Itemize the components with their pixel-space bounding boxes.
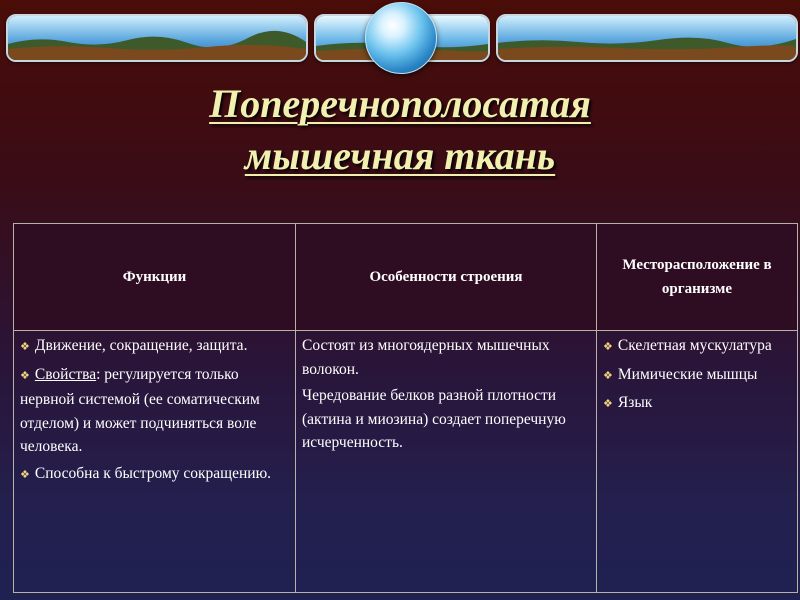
cell-functions xyxy=(14,331,296,593)
globe-orb xyxy=(365,2,437,74)
structure-text: Состоят из многоядерных мышечных волокон. xyxy=(302,337,550,378)
cell-structure xyxy=(296,331,597,593)
list-item: ❖ Свойства: регулируется только нервной системой (ее соматическим отделом) и может подчиняться воле человека. xyxy=(20,365,260,455)
list-item: ❖ Скелетная мускулатура xyxy=(603,337,772,354)
structure-text: Чередование белков разной плотности (актина и миозина) создает поперечную исчерченность. xyxy=(302,387,566,451)
properties-label: Свойства xyxy=(34,365,97,383)
header-structure: Особенности строения xyxy=(296,224,597,331)
diamond-bullet-icon: ❖ xyxy=(20,468,30,481)
page-title xyxy=(0,78,800,182)
header-location: Месторасположение в организме xyxy=(597,224,798,331)
list-item: ❖ Язык xyxy=(603,394,653,411)
table-header-row xyxy=(14,224,798,331)
list-item: ❖ Способна к быстрому сокращению. xyxy=(20,464,272,482)
diamond-bullet-icon: ❖ xyxy=(603,398,613,410)
content-table xyxy=(13,223,798,593)
title-line-2: мышечная ткань xyxy=(244,133,556,178)
diamond-bullet-icon: ❖ xyxy=(20,369,30,382)
header-functions: Функции xyxy=(14,224,296,331)
banner-left xyxy=(6,14,308,62)
list-item: ❖ Движение, сокращение, защита. xyxy=(20,337,248,354)
cell-location xyxy=(597,331,798,593)
banner-right xyxy=(496,14,798,62)
list-item: ❖ Мимические мышцы xyxy=(603,365,758,383)
table-row xyxy=(14,331,798,593)
title-line-1: Поперечнополосатая xyxy=(209,81,591,126)
diamond-bullet-icon: ❖ xyxy=(603,341,613,353)
diamond-bullet-icon: ❖ xyxy=(603,369,613,382)
diamond-bullet-icon: ❖ xyxy=(20,341,30,353)
